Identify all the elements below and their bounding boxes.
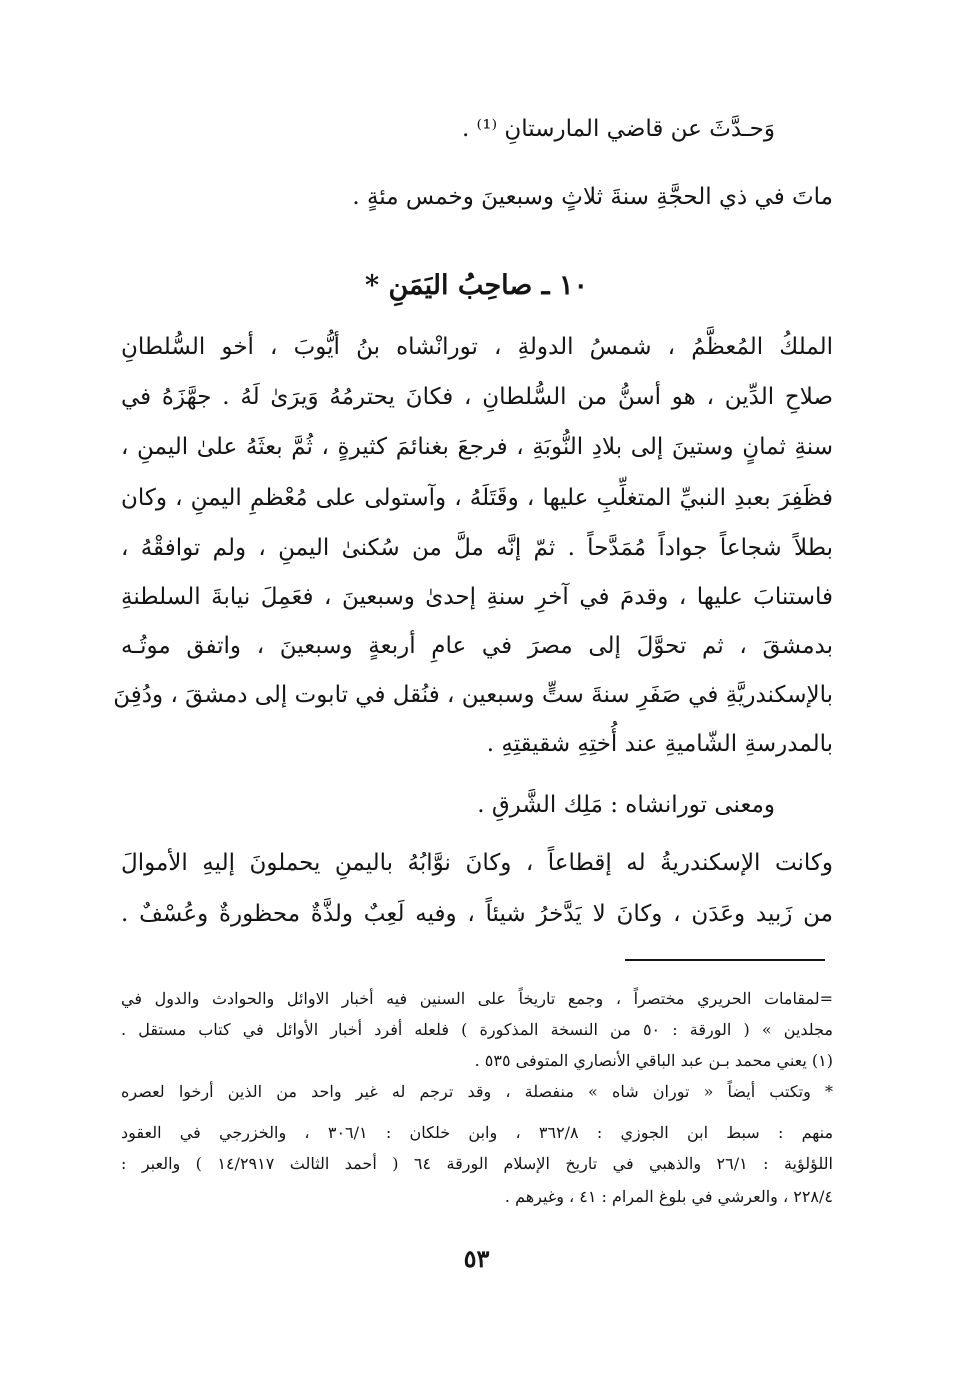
- text-line: الملكُ المُعظَّمُ ، شمسُ الدولةِ ، تورانْشاه بنُ أيُّوبَ ، أخو السُّلطانِ: [121, 334, 833, 360]
- text-line: ماتَ في ذي الحجَّةِ سنةَ ثلاثٍ وسبعينَ وخمس مئةٍ .: [352, 184, 833, 210]
- footnote-separator: [625, 959, 825, 961]
- section-heading: ١٠ ـ صاحِبُ اليَمَنِ *: [364, 270, 589, 301]
- text-line: ومعنى تورانشاه : مَلِك الشَّرقِ .: [477, 792, 775, 818]
- text-line: فاستنابَ عليها ، وقدمَ في آخرِ سنةِ إحدىٰ وسبعينَ ، فعَمِلَ نيابةَ السلطنةِ: [121, 584, 833, 610]
- text-line: بدمشقَ ، ثم تحوَّلَ إلى مصرَ في عامِ أربعةٍ وسبعينَ ، واتفق موتُـه: [121, 633, 833, 659]
- text-line: صلاحِ الدِّين ، هو أسنُّ من السُّلطانِ ، فكانَ يحترمُهُ وَيرَىٰ لَهُ . جهَّزَهُ في: [121, 384, 833, 410]
- footnote-line: مجلدين » ( الورقة : ٥٠ من النسخة المذكورة ) فلعله أفرد أخبار الأوائل في كتاب مستقل .: [121, 1020, 833, 1039]
- text-line: من زَبيد وعَدَن ، وكانَ لا يَدَّخرُ شيئاً ، وفيه لَعِبٌ ولذَّةٌ محظورةٌ وعُسْفٌ .: [121, 901, 833, 927]
- text-line: بطلاً شجاعاً جواداً مُمَدَّحاً . ثمّ إنَّه ملَّ من سُكنىٰ اليمنِ ، ولم توافقْهُ ،: [121, 535, 833, 561]
- text-line: سنةِ ثمانٍ وستينَ إلى بلادِ النُّوبَةِ ، فرجعَ بغنائمَ كثيرةٍ ، ثُمَّ بعثَهُ علىٰ اليمنِ ،: [121, 434, 833, 460]
- text-line: بالمدرسةِ الشّاميةِ عند أُختِهِ شقيقتِهِ .: [486, 731, 833, 757]
- text-line: وَحـدَّثَ عن قاضي المارستانِ ⁽¹⁾ .: [461, 116, 775, 142]
- page-number: ٥٣: [463, 1244, 490, 1273]
- footnote-line: =لمقامات الحريري مختصراً ، وجمع تاريخاً على السنين فيه أخبار الاوائل والحوادث والدول في: [121, 989, 833, 1008]
- footnote-line: * وتكتب أيضاً « توران شاه » منفصلة ، وقد ترجم له غير واحد من الذين أرخوا لعصره: [121, 1082, 833, 1101]
- text-line: بالإسكندريَّةِ في صَفَرِ سنةَ ستٍّ وسبعين ، فنُقل في تابوت إلى دمشقَ ، ودُفِنَ: [113, 682, 833, 708]
- text-line: فظَفِرَ بعبدِ النبيِّ المتغلِّبِ عليها ، وقَتَلَهُ ، وآستولى على مُعْظمِ اليمنِ ، وكان: [121, 485, 833, 511]
- footnote-line: (١) يعني محمد بـن عبد الباقي الأنصاري المتوفى ٥٣٥ .: [474, 1051, 833, 1070]
- footnote-line: ٢٢٨/٤ ، والعرشي في بلوغ المرام : ٤١ ، وغيرهم .: [504, 1187, 833, 1206]
- footnote-line: منهم : سبط ابن الجوزي : ٣٦٢/٨ ، وابن خلكان : ٣٠٦/١ ، والخزرجي في العقود: [121, 1123, 834, 1142]
- text-line: وكانت الإسكندريةُ له إقطاعاً ، وكانَ نوَّابُهُ باليمنِ يحملونَ إليهِ الأموالَ: [121, 850, 833, 876]
- footnote-line: اللؤلؤية : ٢٦/١ والذهبي في تاريخ الإسلام الورقة ٦٤ ( أحمد الثالث ١٤/٢٩١٧ ) والعبر :: [121, 1154, 833, 1173]
